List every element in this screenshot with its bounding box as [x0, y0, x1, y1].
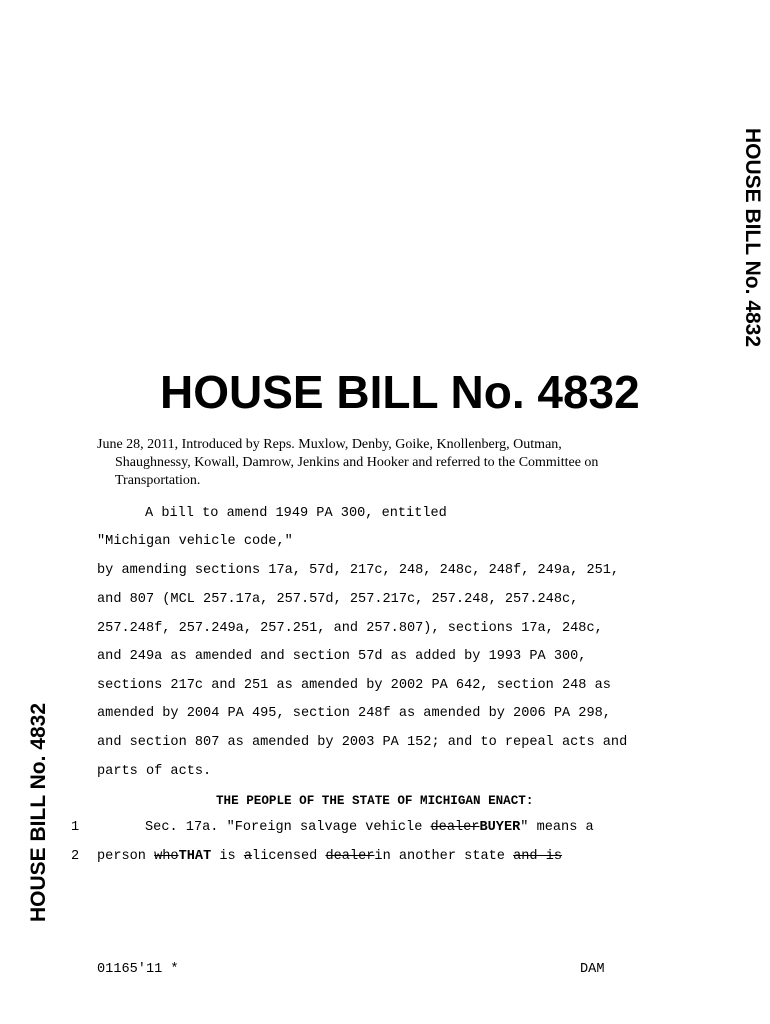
intro-line: Transportation.	[115, 473, 201, 488]
struck-text: and is	[513, 849, 563, 864]
body-line: 257.248f, 257.249a, 257.251, and 257.807), sections 17a, 248c,	[97, 621, 603, 636]
body-line: and 807 (MCL 257.17a, 257.57d, 257.217c, 257.248, 257.248c,	[97, 592, 579, 607]
body-line: "Michigan vehicle code,"	[97, 534, 293, 549]
drafter-initials: DAM	[580, 962, 605, 977]
body-line: A bill to amend 1949 PA 300, entitled	[145, 506, 447, 521]
text-run: is	[211, 849, 244, 864]
struck-text: who	[154, 849, 179, 864]
inserted-text: BUYER	[479, 820, 521, 835]
side-label-left: HOUSE BILL No. 4832	[27, 702, 50, 922]
enacting-clause: THE PEOPLE OF THE STATE OF MICHIGAN ENACT:	[216, 794, 534, 808]
body-line: and section 807 as amended by 2003 PA 152; and to repeal acts and	[97, 735, 628, 750]
text-run: " means a	[520, 820, 594, 835]
text-run: person	[97, 849, 155, 864]
text-run: licensed	[252, 849, 326, 864]
body-line: sections 217c and 251 as amended by 2002 PA 642, section 248 as	[97, 678, 611, 693]
text-run: Sec. 17a. "Foreign salvage vehicle	[145, 820, 431, 835]
document-code: 01165'11 *	[97, 962, 179, 977]
struck-text: dealer	[325, 849, 375, 864]
bill-title: HOUSE BILL No. 4832	[160, 366, 640, 418]
body-line: parts of acts.	[97, 764, 212, 779]
line-number: 2	[71, 849, 80, 864]
side-label-right: HOUSE BILL No. 4832	[741, 128, 764, 348]
inserted-text: THAT	[178, 849, 212, 864]
intro-line: Shaughnessy, Kowall, Damrow, Jenkins and Hooker and referred to the Committee on	[115, 455, 599, 470]
text-run: in another state	[374, 849, 514, 864]
body-line: and 249a as amended and section 57d as added by 1993 PA 300,	[97, 649, 587, 664]
body-line: amended by 2004 PA 495, section 248f as amended by 2006 PA 298,	[97, 706, 611, 721]
struck-text: a	[243, 849, 253, 864]
body-line: by amending sections 17a, 57d, 217c, 248, 248c, 248f, 249a, 251,	[97, 563, 620, 578]
struck-text: dealer	[430, 820, 480, 835]
intro-line: June 28, 2011, Introduced by Reps. Muxlow, Denby, Goike, Knollenberg, Outman,	[97, 437, 562, 452]
numbered-line-1	[145, 819, 594, 837]
line-number: 1	[71, 820, 80, 835]
introduction-paragraph	[97, 436, 657, 490]
numbered-line-2	[97, 848, 562, 866]
